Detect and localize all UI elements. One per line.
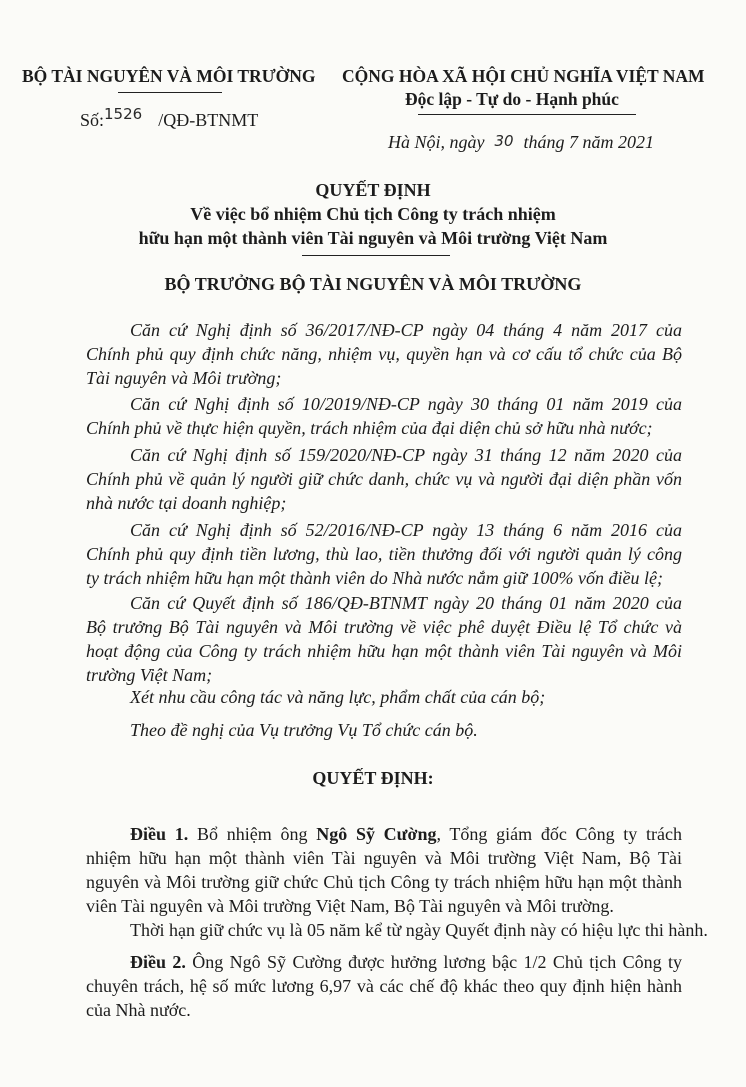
decision-title: QUYẾT ĐỊNH (315, 180, 431, 200)
article-2 (86, 950, 682, 1022)
republic-name: CỘNG HÒA XÃ HỘI CHỦ NGHĨA VIỆT NAM (342, 66, 705, 86)
date-prefix: Hà Nội, ngày (388, 132, 485, 152)
preamble-6-line-1: Xét nhu cầu công tác và năng lực, phẩm chất của cán bộ; (130, 687, 546, 707)
article-2-text: Ông Ngô Sỹ Cường được hưởng lương bậc 1/2 Chủ tịch Công ty (185, 952, 682, 972)
preamble-4-line-3: ty trách nhiệm hữu hạn một thành viên do Nhà nước nắm giữ 100% vốn điều lệ; (86, 568, 663, 588)
motto-underline (418, 114, 636, 115)
article-1-line-2: nhiệm hữu hạn một thành viên Tài nguyên và Môi trường Việt Nam, Bộ Tài (86, 848, 682, 868)
article-2-line-1 (86, 950, 682, 974)
preamble-1-line-2: Chính phủ quy định chức năng, nhiệm vụ, quyền hạn và cơ cấu tổ chức của Bộ (86, 344, 682, 364)
date-day-handwritten: 30 (494, 132, 514, 150)
preamble-1-line-1: Căn cứ Nghị định số 36/2017/NĐ-CP ngày 04 tháng 4 năm 2017 của (130, 320, 682, 340)
article-1-term (86, 918, 708, 942)
article-1-label: Điều 1. (130, 824, 189, 844)
appointee-name: Ngô Sỹ Cường (316, 824, 437, 844)
article-1-line-3: nguyên và Môi trường giữ chức Chủ tịch Công ty trách nhiệm hữu hạn một thành (86, 872, 682, 892)
article-2-line-3: của Nhà nước. (86, 1000, 191, 1020)
number-suffix: /QĐ-BTNMT (158, 110, 259, 130)
subject-line-1: Về việc bổ nhiệm Chủ tịch Công ty trách nhiệm (190, 204, 556, 224)
preamble-6 (86, 685, 682, 709)
preamble-4-line-2: Chính phủ quy định tiền lương, thù lao, tiền thưởng đối với người quản lý công (86, 544, 682, 564)
article-1-text-pre: Bổ nhiệm ông (188, 824, 317, 844)
preamble-7-line-1: Theo đề nghị của Vụ trưởng Vụ Tổ chức cán bộ. (130, 720, 478, 740)
number-prefix: Số: (80, 110, 105, 130)
ministry-underline (118, 92, 222, 93)
article-2-line-2: chuyên trách, hệ số mức lương 6,97 và các chế độ khác theo quy định hiện hành (86, 976, 682, 996)
article-1 (86, 822, 682, 918)
subject-line-2: hữu hạn một thành viên Tài nguyên và Môi trường Việt Nam (138, 228, 608, 248)
article-1-line-4: viên Tài nguyên và Môi trường Việt Nam, Bộ Tài nguyên và Môi trường. (86, 896, 614, 916)
preamble-4-line-1: Căn cứ Nghị định số 52/2016/NĐ-CP ngày 13 tháng 6 năm 2016 của (130, 520, 682, 540)
preamble-1-line-3: Tài nguyên và Môi trường; (86, 368, 282, 388)
preamble-3 (86, 443, 682, 515)
preamble-7 (86, 718, 682, 742)
preamble-1 (86, 318, 682, 390)
authority-title: BỘ TRƯỞNG BỘ TÀI NGUYÊN VÀ MÔI TRƯỜNG (164, 274, 582, 294)
preamble-5-line-3: hoạt động của Công ty trách nhiệm hữu hạn một thành viên Tài nguyên và Môi (86, 641, 682, 661)
preamble-3-line-1: Căn cứ Nghị định số 159/2020/NĐ-CP ngày 31 tháng 12 năm 2020 của (130, 445, 682, 465)
title-underline (302, 255, 450, 256)
preamble-5-line-4: trường Việt Nam; (86, 665, 213, 685)
preamble-5-line-1: Căn cứ Quyết định số 186/QĐ-BTNMT ngày 20 tháng 01 năm 2020 của (130, 593, 682, 613)
preamble-3-line-2: Chính phủ về quản lý người giữ chức danh, chức vụ và người đại diện phần vốn (86, 469, 682, 489)
date-suffix: tháng 7 năm 2021 (523, 132, 654, 152)
number-handwritten: 1526 (104, 105, 143, 123)
term-of-office: Thời hạn giữ chức vụ là 05 năm kể từ ngày Quyết định này có hiệu lực thi hành. (130, 920, 708, 940)
article-2-label: Điều 2. (130, 952, 186, 972)
preamble-2-line-2: Chính phủ về thực hiện quyền, trách nhiệm của đại diện chủ sở hữu nhà nước; (86, 418, 653, 438)
preamble-4 (86, 518, 682, 590)
document-number (80, 105, 259, 131)
preamble-5 (86, 591, 682, 687)
preamble-5-line-2: Bộ trưởng Bộ Tài nguyên và Môi trường về việc phê duyệt Điều lệ Tổ chức và (86, 617, 682, 637)
preamble-2-line-1: Căn cứ Nghị định số 10/2019/NĐ-CP ngày 30 tháng 01 năm 2019 của (130, 394, 682, 414)
preamble-2 (86, 392, 682, 440)
ministry-name: BỘ TÀI NGUYÊN VÀ MÔI TRƯỜNG (22, 66, 316, 86)
article-1-line-1 (86, 822, 682, 846)
preamble-3-line-3: nhà nước tại doanh nghiệp; (86, 493, 287, 513)
national-motto: Độc lập - Tự do - Hạnh phúc (405, 89, 619, 109)
article-1-text-post: , Tổng giám đốc Công ty trách (436, 824, 683, 844)
decision-heading: QUYẾT ĐỊNH: (312, 768, 434, 788)
issue-date (388, 132, 654, 153)
